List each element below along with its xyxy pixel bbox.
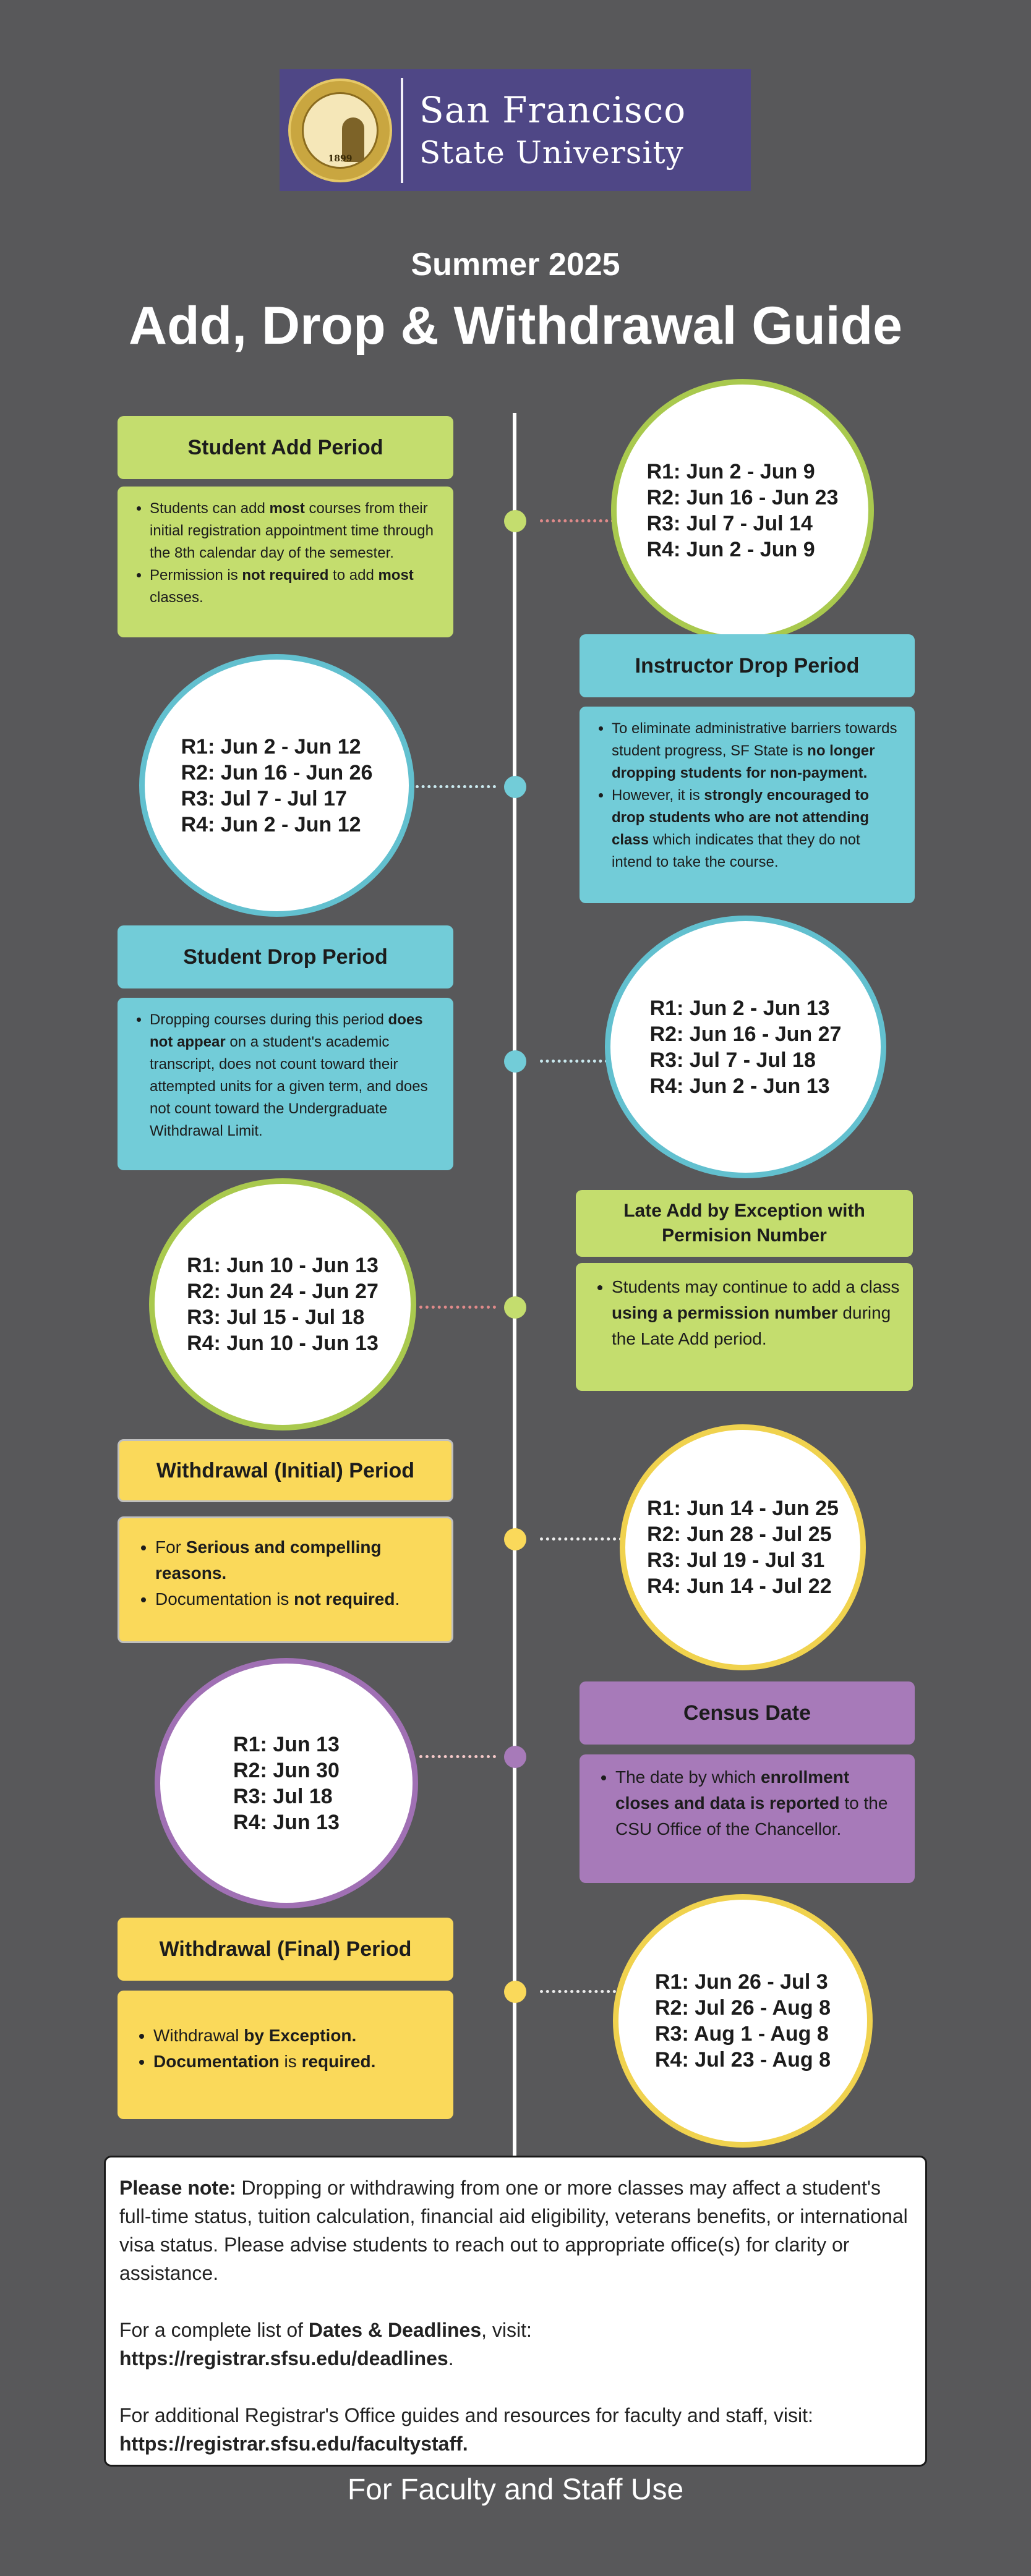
seal-year: 1899 xyxy=(328,153,353,164)
date-range: R2: Jun 28 - Jul 25 xyxy=(647,1523,832,1546)
connector-dots xyxy=(540,1990,616,1993)
date-range: R1: Jun 10 - Jun 13 xyxy=(187,1254,379,1277)
facultystaff-paragraph xyxy=(119,2401,912,2458)
date-range: R1: Jun 14 - Jun 25 xyxy=(647,1497,839,1520)
note-paragraph xyxy=(119,2174,912,2287)
census-date-description xyxy=(580,1754,915,1883)
student-add-period-title: Student Add Period xyxy=(118,416,453,479)
date-range: R4: Jun 14 - Jul 22 xyxy=(647,1575,832,1598)
bullet-item: • Dropping courses during this period does not appear on a student's academic transcript, does not count toward their attempted units for a given term, and does not count toward the Undergraduate Withdrawal Limit. xyxy=(150,1009,442,1142)
date-range: R4: Jun 2 - Jun 12 xyxy=(181,812,361,836)
note-label: Please note: xyxy=(119,2177,236,2199)
bullet-item: • Students can add most courses from their initial registration appointment time through the 8th calendar day of the semester. xyxy=(150,498,442,564)
bullet-item: • However, it is strongly encouraged to drop students who are not attending class which indicates that they do not intend to take the course. xyxy=(612,784,904,874)
page-title: Add, Drop & Withdrawal Guide xyxy=(129,296,902,355)
date-range: R2: Jun 16 - Jun 26 xyxy=(181,760,373,784)
instructor-drop-dates-circle xyxy=(139,654,414,917)
date-range: R3: Jul 18 xyxy=(233,1784,333,1808)
student-drop-dates-circle xyxy=(605,916,886,1178)
date-range: R1: Jun 2 - Jun 9 xyxy=(646,459,815,483)
timeline-node xyxy=(504,1528,526,1550)
bullet-list xyxy=(588,718,904,874)
instructor-drop-period-title: Instructor Drop Period xyxy=(580,634,915,697)
date-list xyxy=(181,734,373,838)
withdrawal-final-period-title: Withdrawal (Final) Period xyxy=(118,1918,453,1981)
timeline-node xyxy=(504,776,526,798)
date-range: R1: Jun 2 - Jun 12 xyxy=(181,734,361,759)
university-seal-icon xyxy=(288,79,392,182)
date-range: R3: Jul 15 - Jul 18 xyxy=(187,1306,365,1329)
facultystaff-text: For additional Registrar's Office guides and resources for faculty and staff, visit: xyxy=(119,2404,813,2426)
date-range: R4: Jun 2 - Jun 9 xyxy=(646,537,815,561)
connector-dots xyxy=(540,1060,608,1063)
student-add-dates-circle xyxy=(611,379,874,642)
date-range: R3: Jul 7 - Jul 17 xyxy=(181,786,347,810)
date-list xyxy=(650,995,842,1099)
withdrawal-initial-period-description xyxy=(118,1516,453,1643)
bullet-list xyxy=(588,1764,904,1842)
date-range: R4: Jul 23 - Aug 8 xyxy=(654,2048,831,2072)
date-range: R4: Jun 10 - Jun 13 xyxy=(187,1332,379,1355)
timeline-node xyxy=(504,1296,526,1319)
footer-text: For Faculty and Staff Use xyxy=(347,2473,684,2506)
date-range: R2: Jun 16 - Jun 23 xyxy=(646,485,839,509)
bullet-item: • To eliminate administrative barriers towards student progress, SF State is no longer dropping students for non-payment. xyxy=(612,718,904,784)
please-note-box xyxy=(104,2156,927,2467)
bullet-item: • Documentation is required. xyxy=(153,2049,442,2075)
date-list xyxy=(647,1495,839,1599)
instructor-drop-period-description xyxy=(580,707,915,903)
bullet-item: • Students may continue to add a class using a permission number during the Late Add period. xyxy=(612,1274,902,1352)
deadlines-bold: Dates & Deadlines xyxy=(308,2319,482,2341)
facultystaff-link[interactable]: https://registrar.sfsu.edu/facultystaff. xyxy=(119,2433,468,2455)
bullet-item: • The date by which enrollment closes and data is reported to the CSU Office of the Chancellor. xyxy=(615,1764,904,1842)
bullet-list xyxy=(584,1274,902,1352)
timeline-node xyxy=(504,1050,526,1073)
date-range: R4: Jun 13 xyxy=(233,1810,340,1834)
bullet-list xyxy=(128,1534,440,1612)
late-add-period-title: Late Add by Exception with Permision Number xyxy=(576,1190,913,1257)
bullet-list xyxy=(126,498,442,609)
date-range: R3: Jul 7 - Jul 14 xyxy=(646,511,813,535)
deadlines-suffix: , visit: xyxy=(481,2319,532,2341)
date-range: R3: Jul 7 - Jul 18 xyxy=(649,1048,816,1072)
bullet-item: • Permission is not required to add most classes. xyxy=(150,564,442,609)
bullet-list xyxy=(126,2023,442,2075)
bullet-item: • Withdrawal by Exception. xyxy=(153,2023,442,2049)
student-drop-period-description xyxy=(118,998,453,1170)
date-range: R2: Jun 24 - Jun 27 xyxy=(187,1280,379,1303)
note-text: Dropping or withdrawing from one or more classes may affect a student's full-time status, tuition calculation, financial aid eligibility, veterans benefits, or international visa status. Please advise students to reach out to appropriate office(s) for clarity or assistance. xyxy=(119,2177,908,2284)
logo-divider xyxy=(401,78,403,183)
date-range: R2: Jun 16 - Jun 27 xyxy=(649,1022,842,1046)
deadlines-link-period: . xyxy=(448,2347,454,2370)
date-range: R3: Aug 1 - Aug 8 xyxy=(654,2022,829,2046)
withdrawal-initial-dates-circle xyxy=(620,1424,866,1670)
timeline-node xyxy=(504,1746,526,1768)
bullet-item: • Documentation is not required. xyxy=(155,1586,440,1612)
deadlines-paragraph xyxy=(119,2316,912,2373)
timeline-node xyxy=(504,1981,526,2003)
connector-dots xyxy=(419,1306,496,1309)
withdrawal-final-dates-circle xyxy=(613,1894,873,2148)
date-list xyxy=(655,1969,831,2073)
date-list xyxy=(647,459,839,563)
connector-dots xyxy=(419,1755,496,1758)
page-subtitle: Summer 2025 xyxy=(411,247,620,283)
date-range: R1: Jun 26 - Jul 3 xyxy=(654,1970,828,1994)
date-list xyxy=(187,1252,379,1356)
student-drop-period-title: Student Drop Period xyxy=(118,925,453,988)
sfsu-logo xyxy=(280,69,751,191)
date-range: R3: Jul 19 - Jul 31 xyxy=(647,1549,825,1572)
deadlines-prefix: For a complete list of xyxy=(119,2319,309,2341)
logo-line-1: San Francisco xyxy=(419,88,687,131)
bullet-list xyxy=(126,1009,442,1142)
deadlines-link[interactable]: https://registrar.sfsu.edu/deadlines xyxy=(119,2347,448,2370)
withdrawal-final-period-description xyxy=(118,1991,453,2119)
bullet-item: • For Serious and compelling reasons. xyxy=(155,1534,440,1586)
logo-line-2: State University xyxy=(419,134,684,171)
date-list xyxy=(233,1732,340,1835)
connector-dots xyxy=(416,785,496,788)
timeline-spine xyxy=(513,413,516,2156)
timeline-node xyxy=(504,510,526,532)
late-add-period-description xyxy=(576,1263,913,1391)
date-range: R4: Jun 2 - Jun 13 xyxy=(649,1074,830,1098)
connector-dots xyxy=(540,519,614,522)
late-add-dates-circle xyxy=(149,1178,416,1430)
census-date-dates-circle xyxy=(155,1658,418,1908)
date-range: R2: Jun 30 xyxy=(233,1758,340,1782)
withdrawal-initial-period-title: Withdrawal (Initial) Period xyxy=(118,1439,453,1502)
student-add-period-description xyxy=(118,487,453,637)
date-range: R1: Jun 13 xyxy=(233,1732,340,1756)
census-date-title: Census Date xyxy=(580,1681,915,1745)
date-range: R1: Jun 2 - Jun 13 xyxy=(649,996,830,1020)
date-range: R2: Jul 26 - Aug 8 xyxy=(654,1996,831,2020)
connector-dots xyxy=(540,1537,622,1541)
